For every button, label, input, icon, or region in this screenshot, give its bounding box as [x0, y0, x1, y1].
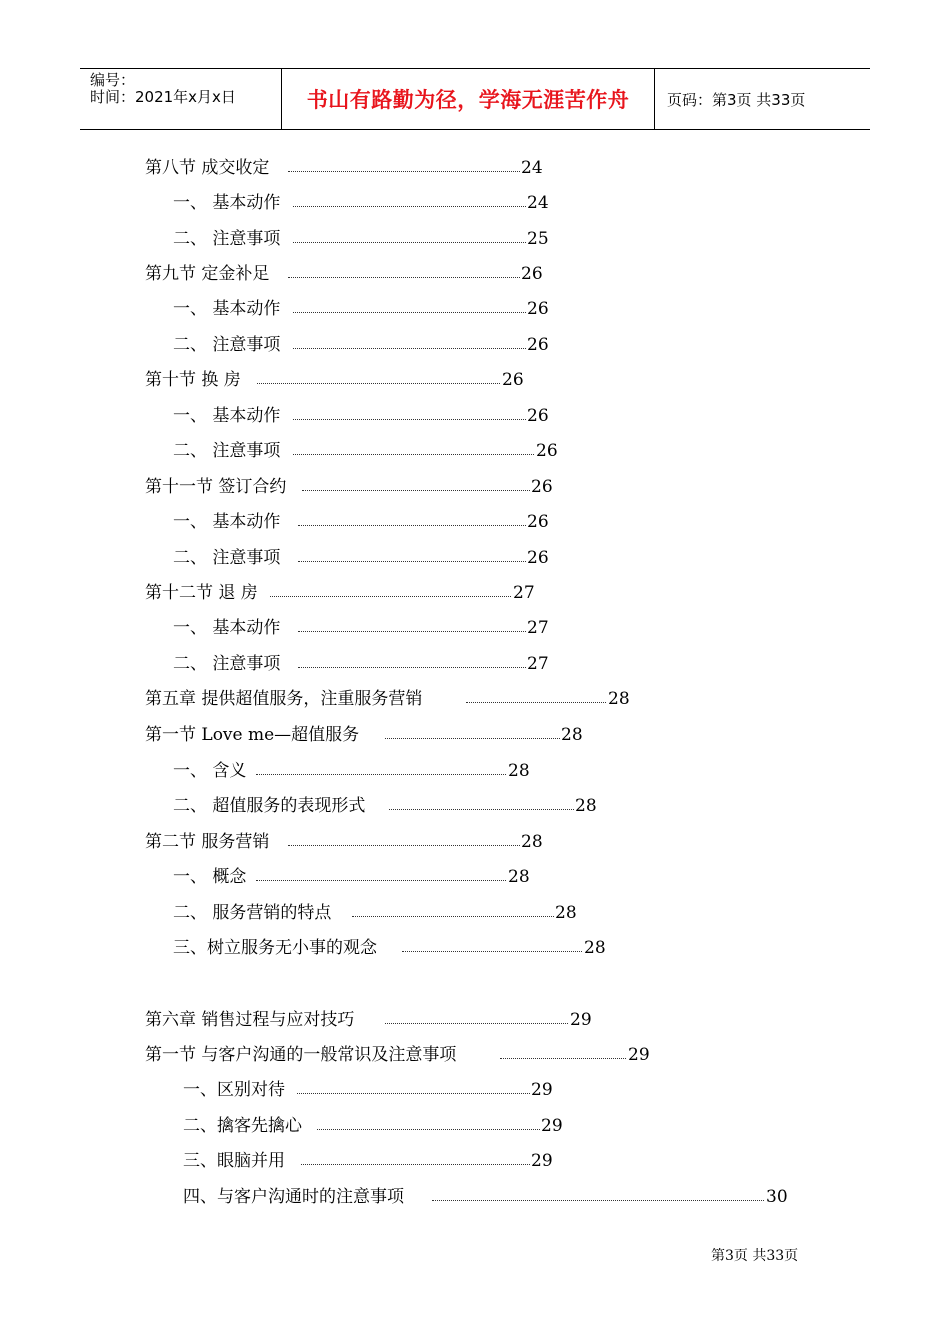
toc-entry-page: 26	[527, 406, 549, 426]
toc-entry-page: 26	[527, 512, 549, 532]
toc-entry-label: 三、树立服务无小事的观念	[173, 938, 377, 958]
toc-entry-page: 28	[584, 938, 606, 958]
toc-entry-page: 27	[527, 618, 549, 638]
toc-entry-page: 27	[527, 654, 549, 674]
toc-entry-page: 28	[508, 761, 530, 781]
toc-entry-page: 29	[531, 1151, 553, 1171]
toc-dot-leader	[298, 631, 526, 632]
toc-entry	[173, 615, 557, 641]
toc-dot-leader	[288, 845, 520, 846]
page-label: 页码：第3页 共33页	[667, 90, 806, 109]
toc-entry-label: 一、 基本动作	[173, 618, 281, 638]
toc-entry-label: 三、眼脑并用	[183, 1151, 285, 1171]
toc-entry-page: 26	[536, 441, 558, 461]
toc-dot-leader	[389, 809, 574, 810]
toc-entry-label: 一、区别对待	[183, 1080, 285, 1100]
toc-entry	[145, 261, 551, 287]
toc-entry-page: 26	[531, 477, 553, 497]
toc-dot-leader	[270, 596, 511, 597]
toc-entry	[145, 1007, 600, 1033]
toc-entry-label: 第十一节 签订合约	[145, 477, 287, 497]
toc-dot-leader	[288, 277, 520, 278]
toc-entry-page: 28	[575, 796, 597, 816]
toc-entry-label: 二、 注意事项	[173, 335, 281, 355]
toc-entry-label: 第十二节 退 房	[145, 583, 258, 603]
toc-entry-label: 第二节 服务营销	[145, 832, 270, 852]
toc-entry	[173, 226, 557, 252]
toc-entry	[173, 403, 557, 429]
toc-entry-page: 28	[555, 903, 577, 923]
toc-dot-leader	[298, 667, 526, 668]
toc-entry	[173, 935, 614, 961]
toc-entry-label: 一、 含义	[173, 761, 247, 781]
toc-entry-label: 二、擒客先擒心	[183, 1116, 302, 1136]
toc-dot-leader	[293, 348, 526, 349]
toc-entry-label: 四、与客户沟通时的注意事项	[183, 1187, 404, 1207]
toc-dot-leader	[301, 1164, 530, 1165]
toc-dot-leader	[256, 880, 506, 881]
toc-entry-label: 二、 注意事项	[173, 654, 281, 674]
toc-entry	[173, 545, 557, 571]
header-page-cell	[655, 69, 870, 129]
toc-entry-label: 二、 注意事项	[173, 229, 281, 249]
toc-entry-page: 24	[527, 193, 549, 213]
toc-entry	[173, 900, 585, 926]
toc-entry-page: 26	[527, 548, 549, 568]
toc-entry	[173, 296, 557, 322]
toc-entry-label: 第五章 提供超值服务，注重服务营销	[145, 689, 423, 709]
toc-dot-leader	[298, 561, 526, 562]
toc-entry-page: 28	[608, 689, 630, 709]
toc-entry-label: 一、 基本动作	[173, 299, 281, 319]
toc-entry-page: 29	[570, 1010, 592, 1030]
toc-entry-page: 26	[502, 370, 524, 390]
toc-dot-leader	[293, 419, 526, 420]
toc-entry-label: 第八节 成交收定	[145, 158, 270, 178]
toc-entry	[173, 438, 566, 464]
toc-entry-label: 第九节 定金补足	[145, 264, 270, 284]
toc-dot-leader	[293, 454, 534, 455]
toc-entry-label: 一、 基本动作	[173, 512, 281, 532]
motto-text: 书山有路勤为径，学海无涯苦作舟	[306, 88, 630, 112]
toc-entry	[145, 686, 638, 712]
toc-dot-leader	[385, 738, 560, 739]
toc-dot-leader	[385, 1023, 568, 1024]
toc-entry-page: 29	[628, 1045, 650, 1065]
toc-dot-leader	[432, 1200, 764, 1201]
toc-dot-leader	[352, 916, 554, 917]
toc-dot-leader	[402, 951, 582, 952]
toc-entry	[145, 829, 551, 855]
toc-dot-leader	[288, 171, 520, 172]
toc-dot-leader	[297, 1093, 530, 1094]
toc-dot-leader	[293, 206, 526, 207]
toc-entry-label: 二、 超值服务的表现形式	[173, 796, 366, 816]
toc-dot-leader	[257, 383, 500, 384]
toc-entry	[173, 758, 538, 784]
toc-dot-leader	[293, 312, 526, 313]
toc-dot-leader	[298, 525, 526, 526]
toc-entry-page: 26	[527, 299, 549, 319]
page-header	[80, 68, 870, 130]
toc-entry-page: 28	[521, 832, 543, 852]
toc-entry-label: 一、 基本动作	[173, 193, 281, 213]
toc-entry-page: 29	[531, 1080, 553, 1100]
header-info-cell	[80, 69, 282, 129]
toc-entry	[183, 1184, 796, 1210]
toc-entry-page: 25	[527, 229, 549, 249]
number-label: 编号：	[90, 71, 136, 89]
toc-entry-label: 二、 注意事项	[173, 441, 281, 461]
toc-entry-page: 28	[508, 867, 530, 887]
toc-dot-leader	[302, 490, 530, 491]
toc-entry-page: 28	[561, 725, 583, 745]
toc-entry-label: 二、 服务营销的特点	[173, 903, 332, 923]
toc-entry	[173, 793, 605, 819]
date-label: 时间：2021年x月x日	[90, 88, 236, 106]
toc-entry	[173, 864, 538, 890]
toc-entry	[145, 580, 543, 606]
toc-entry	[173, 651, 557, 677]
toc-entry-page: 30	[766, 1187, 788, 1207]
page-footer: 第3页 共33页	[711, 1248, 799, 1264]
toc-entry-label: 第一节 与客户沟通的一般常识及注意事项	[145, 1045, 457, 1065]
toc-entry-page: 29	[541, 1116, 563, 1136]
toc-entry-label: 第一节 Love me—超值服务	[145, 725, 360, 745]
toc-entry	[145, 722, 591, 748]
toc-entry	[183, 1113, 571, 1139]
toc-dot-leader	[317, 1129, 540, 1130]
toc-entry-label: 二、 注意事项	[173, 548, 281, 568]
toc-entry-label: 第十节 换 房	[145, 370, 241, 390]
toc-entry	[173, 509, 557, 535]
toc-entry-page: 27	[513, 583, 535, 603]
toc-dot-leader	[256, 774, 506, 775]
toc-entry	[145, 1042, 658, 1068]
toc-dot-leader	[466, 702, 606, 703]
toc-entry	[145, 155, 551, 181]
toc-entry	[183, 1148, 561, 1174]
toc-entry-page: 26	[521, 264, 543, 284]
toc-entry-label: 一、 基本动作	[173, 406, 281, 426]
header-motto-cell	[282, 69, 655, 129]
toc-entry	[173, 190, 557, 216]
toc-dot-leader	[293, 242, 526, 243]
toc-entry-page: 24	[521, 158, 543, 178]
toc-entry-label: 一、 概念	[173, 867, 247, 887]
toc-entry-label: 第六章 销售过程与应对技巧	[145, 1010, 355, 1030]
toc-entry	[145, 474, 561, 500]
toc-dot-leader	[500, 1058, 626, 1059]
toc-entry	[173, 332, 557, 358]
toc-entry-page: 26	[527, 335, 549, 355]
toc-entry	[183, 1077, 561, 1103]
toc-entry	[145, 367, 532, 393]
